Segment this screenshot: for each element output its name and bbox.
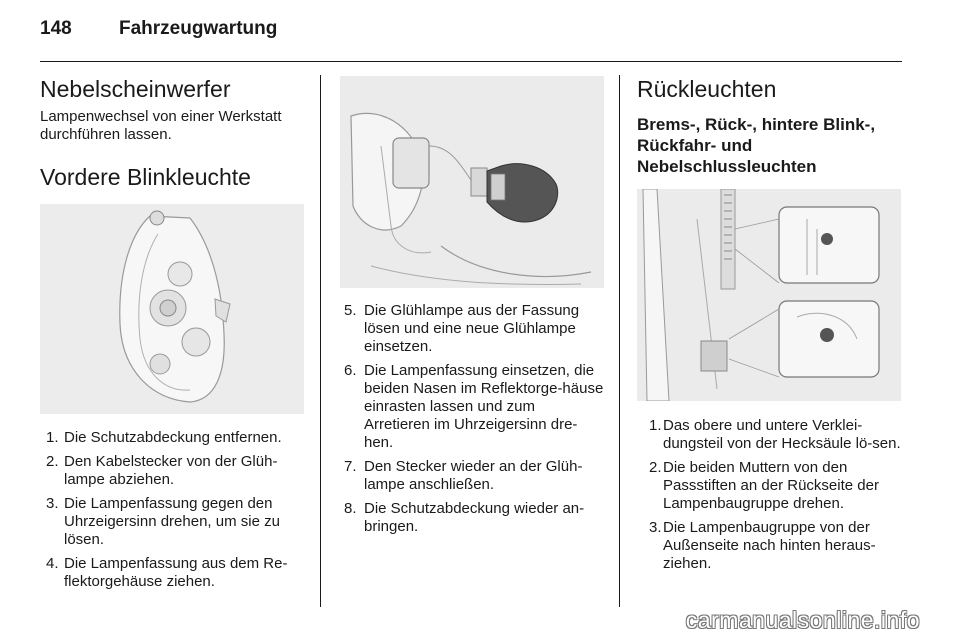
step-number: 3. [46, 495, 59, 512]
watermark: carmanualsonline.info [685, 607, 920, 633]
step-number: 2. [649, 459, 662, 476]
list-item [637, 519, 903, 573]
step-text: Die Lampenfassung gegen den Uhrzeigersinn drehen, um sie zu lösen. [64, 495, 280, 548]
page-number: 148 [40, 18, 72, 39]
front-indicator-illustration [40, 204, 304, 414]
step-number: 2. [46, 453, 59, 470]
step-text: Den Kabelstecker von der Glüh-lampe abziehen. [64, 453, 278, 488]
step-list [40, 429, 306, 591]
column-1 [40, 76, 306, 597]
list-item [40, 453, 306, 489]
step-number: 3. [649, 519, 662, 536]
bulb-socket-illustration [340, 76, 604, 288]
step-text: Die Lampenfassung einsetzen, die beiden Nasen im Reflektorge-häuse einrasten lassen und zum Arretieren im Uhrzeigersinn dre-hen. [364, 362, 604, 451]
column-2 [340, 76, 604, 542]
step-number: 8. [344, 500, 357, 517]
step-text: Die Schutzabdeckung entfernen. [64, 429, 282, 446]
list-item [340, 458, 604, 494]
column-3 [637, 76, 903, 579]
list-item [637, 417, 903, 453]
chapter-title: Fahrzeugwartung [119, 18, 278, 39]
list-item [40, 555, 306, 591]
step-number: 1. [46, 429, 59, 446]
list-item [340, 500, 604, 536]
section-heading: Rückleuchten [637, 76, 777, 102]
step-text: Die Lampenbaugruppe von der Außenseite nach hinten heraus-ziehen. [663, 519, 876, 572]
list-item [637, 459, 903, 513]
step-text: Die Schutzabdeckung wieder an-bringen. [364, 500, 585, 535]
step-number: 7. [344, 458, 357, 475]
section-heading: Nebelscheinwerfer [40, 76, 231, 102]
step-text: Die beiden Muttern von den Passstiften an der Rückseite der Lampenbaugruppe drehen. [663, 459, 879, 512]
step-list [637, 417, 903, 573]
rear-light-illustration [637, 189, 901, 401]
step-list [340, 302, 604, 536]
column-divider [619, 75, 620, 607]
list-item [340, 302, 604, 356]
step-number: 5. [344, 302, 357, 319]
list-item [40, 495, 306, 549]
step-text: Die Glühlampe aus der Fassung lösen und eine neue Glühlampe einsetzen. [364, 302, 580, 355]
list-item [340, 362, 604, 452]
step-text: Das obere und untere Verklei-dungsteil von der Hecksäule lö-sen. [663, 417, 901, 452]
list-item [40, 429, 306, 447]
intro-text: Lampenwechsel von einer Werkstatt durchführen lassen. [40, 108, 282, 143]
subsection-heading: Brems-, Rück-, hintere Blink-, Rückfahr- und Nebelschlussleuchten [637, 115, 876, 176]
step-number: 4. [46, 555, 59, 572]
subsection-heading: Vordere Blinkleuchte [40, 164, 251, 190]
step-text: Den Stecker wieder an der Glüh-lampe anschließen. [364, 458, 583, 493]
step-number: 6. [344, 362, 357, 379]
step-text: Die Lampenfassung aus dem Re-flektorgehäuse ziehen. [64, 555, 288, 590]
column-divider [320, 75, 321, 607]
header-rule [40, 61, 902, 62]
step-number: 1. [649, 417, 662, 434]
